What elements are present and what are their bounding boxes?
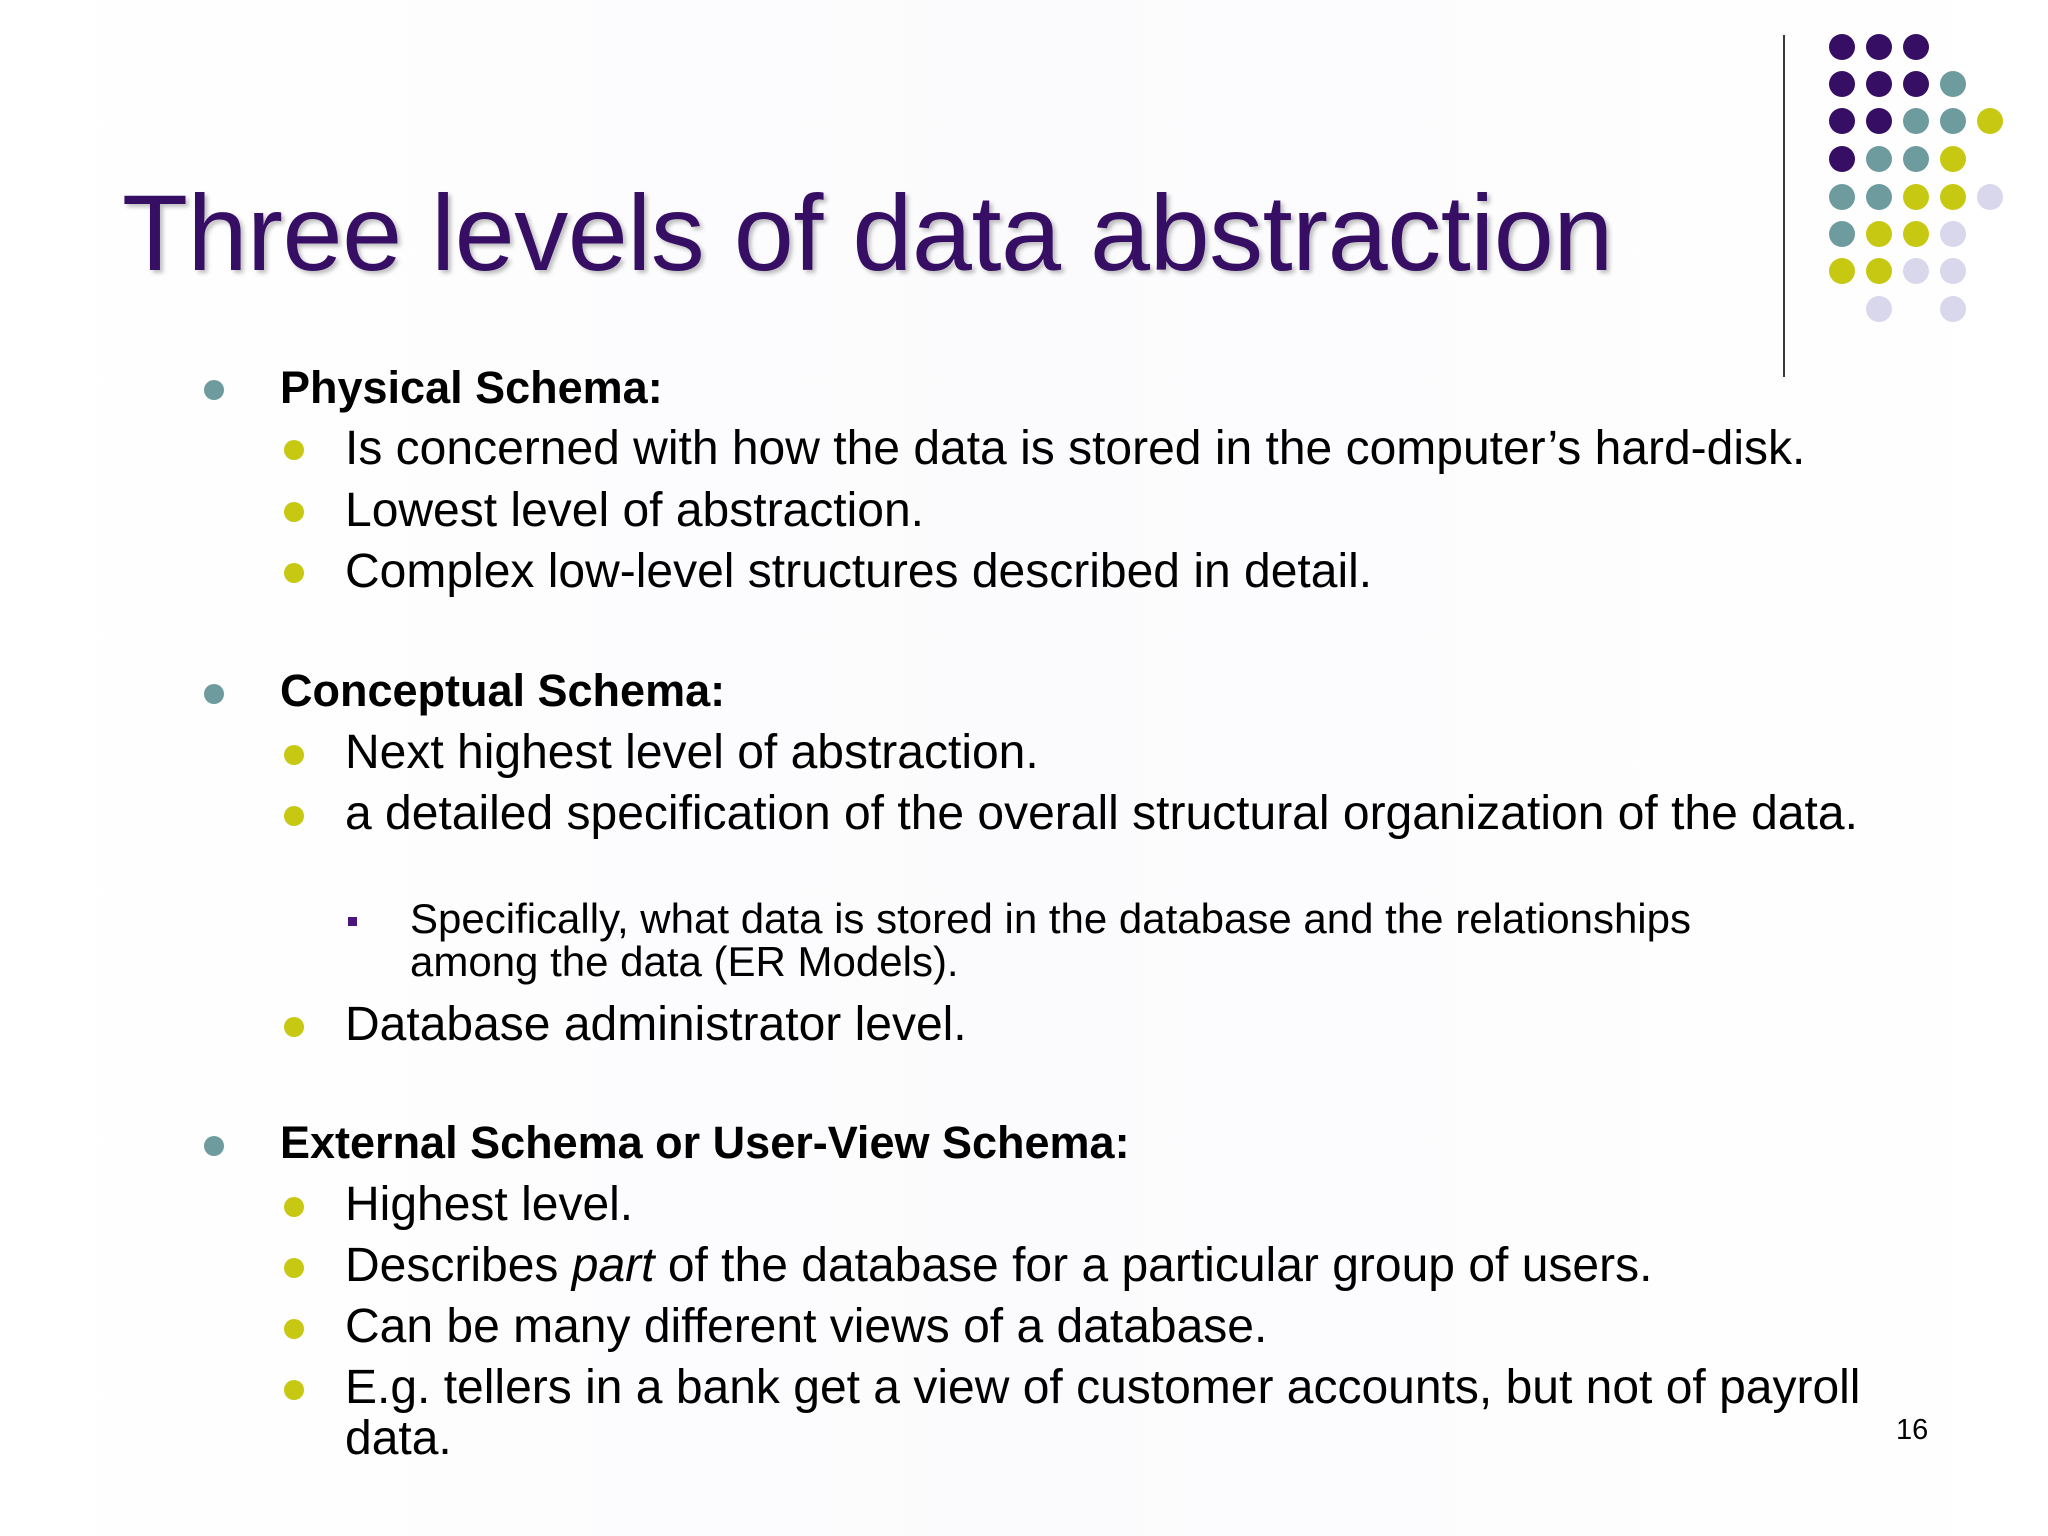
bullet-dot [284,440,304,460]
describes-rest: of the database for a particular group of users. [667,1239,1653,1292]
section-heading-external: External Schema or User-View Schema: [280,1117,1130,1168]
decor-dot [1866,296,1892,322]
bullet-item: Highest level. [345,1178,634,1231]
decor-dot [1829,184,1855,210]
decor-dot [1829,71,1855,97]
decor-dot [1940,71,1966,97]
slide-title: Three levels of data abstraction [122,172,1613,293]
decor-dot [1866,34,1892,60]
decor-dot [1940,221,1966,247]
decor-dot [1903,108,1929,134]
decor-dot [1866,108,1892,134]
bullet-dot [204,380,224,400]
decor-dot [1903,34,1929,60]
sub-bullet-square [348,917,357,926]
bullet-dot [204,684,224,704]
bullet-item: Lowest level of abstraction. [345,484,924,537]
decor-dot [1903,146,1929,172]
bullet-item: Can be many different views of a database. [345,1300,1268,1353]
bullet-item: Complex low-level structures described in detail. [345,545,1373,598]
bullet-dot [284,502,304,522]
section-heading-conceptual: Conceptual Schema: [280,665,726,716]
decor-dot [1829,146,1855,172]
decor-dot [1977,184,2003,210]
bullet-item: Is concerned with how the data is stored in the computer’s hard-disk. [345,422,1806,475]
section-heading-physical: Physical Schema: [280,362,663,413]
bullet-item: E.g. tellers in a bank get a view of customer accounts, but not of payroll data. [345,1361,1861,1465]
decor-dot [1866,221,1892,247]
decor-dot [1940,258,1966,284]
decor-dot [1866,71,1892,97]
decor-dot [1903,184,1929,210]
decor-dot [1866,258,1892,284]
page-number: 16 [1896,1414,1929,1446]
bullet-dot [284,1197,304,1217]
decor-dot [1940,146,1966,172]
bullet-item: Next highest level of abstraction. [345,726,1039,779]
sub-bullet-item: Specifically, what data is stored in the database and the relationships among the data (ER Models). [410,895,1691,985]
decor-dot [1866,184,1892,210]
emphasis-part: part [571,1239,655,1292]
bullet-dot [284,1319,304,1339]
bullet-dot [284,745,304,765]
bullet-item-describes [345,1240,1915,1291]
decor-dot [1903,258,1929,284]
decor-dot [1829,258,1855,284]
decor-dot [1940,296,1966,322]
bullet-dot [284,1380,304,1400]
bullet-dot [284,1258,304,1278]
describes-prefix: Describes [345,1239,559,1292]
decor-dot [1903,221,1929,247]
decor-dot [1866,146,1892,172]
bullet-dot [204,1136,224,1156]
decor-dot [1829,221,1855,247]
bullet-item: Database administrator level. [345,998,967,1051]
decor-dot [1903,71,1929,97]
decor-dot [1940,184,1966,210]
bullet-dot [284,563,304,583]
bullet-dot [284,806,304,826]
decor-dot [1977,108,2003,134]
title-divider-line [1783,35,1785,377]
decor-dot [1940,108,1966,134]
bullet-dot [284,1017,304,1037]
decor-dot [1829,34,1855,60]
bullet-item: a detailed specification of the overall structural organization of the data. [345,787,1858,840]
decor-dot [1829,108,1855,134]
